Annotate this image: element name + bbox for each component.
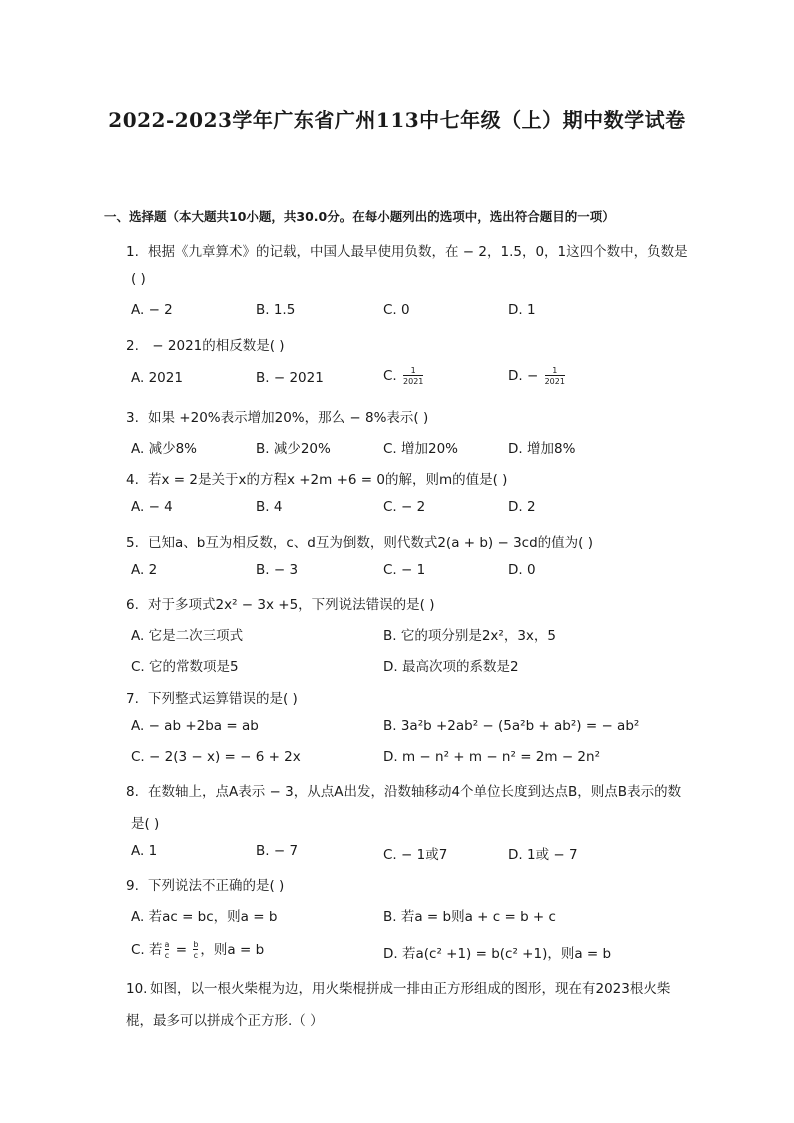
question-stem: 如果 +20%表示增加20%，那么 − 8%表示( ) bbox=[148, 410, 429, 426]
option-b[interactable]: B. 3a²b +2ab² − (5a²b + ab²) = − ab² bbox=[383, 718, 640, 734]
question-number: 7. bbox=[126, 691, 139, 707]
option-b[interactable]: B. − 2021 bbox=[256, 370, 324, 386]
option-c[interactable]: C. − 1 bbox=[383, 562, 426, 578]
section-heading: 一、选择题（本大题共10小题，共30.0分。在每小题列出的选项中，选出符合题目的一项） bbox=[104, 209, 615, 224]
numerator: b bbox=[193, 940, 199, 949]
denominator: 2021 bbox=[544, 377, 565, 386]
question-8-continuation: 是( ) bbox=[131, 816, 160, 832]
option-d[interactable]: D. 1或 − 7 bbox=[508, 847, 578, 863]
option-label: C. 若 bbox=[131, 942, 163, 958]
option-d[interactable]: D. 若a(c² +1) = b(c² +1)，则a = b bbox=[383, 946, 612, 962]
option-c[interactable]: C. 增加20% bbox=[383, 441, 459, 457]
option-b[interactable]: B. − 3 bbox=[256, 562, 299, 578]
option-a[interactable]: A. 若ac = bc，则a = b bbox=[131, 909, 278, 925]
option-c[interactable]: C. − 1或7 bbox=[383, 847, 448, 863]
option-a[interactable]: A. − ab +2ba = ab bbox=[131, 718, 259, 734]
question-number: 6. bbox=[126, 597, 139, 613]
question-5 bbox=[126, 531, 593, 551]
option-a[interactable]: A. 减少8% bbox=[131, 441, 197, 457]
option-label: C. bbox=[383, 368, 397, 384]
option-b[interactable]: B. − 7 bbox=[256, 843, 299, 859]
question-number: 8. bbox=[126, 784, 139, 800]
question-stem: 下列说法不正确的是( ) bbox=[148, 878, 285, 894]
question-number: 4. bbox=[126, 472, 139, 488]
option-tail: ，则a = b bbox=[200, 942, 265, 958]
question-stem: 下列整式运算错误的是( ) bbox=[148, 691, 298, 707]
fraction bbox=[403, 366, 423, 386]
question-6 bbox=[126, 593, 434, 613]
equals-sign: = bbox=[171, 942, 192, 958]
question-4 bbox=[126, 468, 507, 488]
option-d[interactable]: D. 最高次项的系数是2 bbox=[383, 659, 519, 675]
question-9 bbox=[126, 874, 284, 894]
question-stem: − 2021的相反数是( ) bbox=[148, 338, 285, 354]
fraction bbox=[165, 940, 170, 960]
numerator: 1 bbox=[552, 366, 558, 375]
question-1 bbox=[126, 240, 688, 260]
question-stem: 若x = 2是关于x的方程x +2m +6 = 0的解，则m的值是( ) bbox=[148, 472, 508, 488]
option-d[interactable]: D. 0 bbox=[508, 562, 536, 578]
option-c[interactable] bbox=[383, 366, 425, 386]
option-a[interactable]: A. 2 bbox=[131, 562, 158, 578]
question-number: 9. bbox=[126, 878, 139, 894]
question-10 bbox=[126, 977, 670, 997]
option-b[interactable]: B. 它的项分别是2x²，3x，5 bbox=[383, 628, 557, 644]
question-stem: 在数轴上，点A表示 − 3，从点A出发，沿数轴移动4个单位长度到达点B，则点B表示的数 bbox=[148, 784, 682, 800]
option-d[interactable]: D. 增加8% bbox=[508, 441, 576, 457]
fraction bbox=[545, 366, 565, 386]
option-a[interactable]: A. − 2 bbox=[131, 302, 173, 318]
option-a[interactable]: A. 它是二次三项式 bbox=[131, 628, 244, 644]
question-number: 3. bbox=[126, 410, 139, 426]
option-b[interactable]: B. 4 bbox=[256, 499, 283, 515]
question-stem: 对于多项式2x² − 3x +5，下列说法错误的是( ) bbox=[148, 597, 435, 613]
question-stem: 根据《九章算术》的记载，中国人最早使用负数，在 − 2，1.5，0，1这四个数中，负数是 bbox=[148, 244, 688, 260]
option-c[interactable]: C. − 2(3 − x) = − 6 + 2x bbox=[131, 749, 301, 765]
option-a[interactable]: A. − 4 bbox=[131, 499, 173, 515]
option-b[interactable]: B. 1.5 bbox=[256, 302, 296, 318]
question-number: 2. bbox=[126, 338, 139, 354]
question-stem: 如图，以一根火柴棍为边，用火柴棍拼成一排由正方形组成的图形，现在有2023根火柴 bbox=[150, 981, 671, 997]
option-a[interactable]: A. 2021 bbox=[131, 370, 183, 386]
option-c[interactable]: C. − 2 bbox=[383, 499, 426, 515]
option-d[interactable]: D. m − n² + m − n² = 2m − 2n² bbox=[383, 749, 600, 765]
fraction bbox=[193, 940, 198, 960]
numerator: 1 bbox=[410, 366, 416, 375]
option-b[interactable]: B. 减少20% bbox=[256, 441, 331, 457]
question-stem: 已知a、b互为相反数，c、d互为倒数，则代数式2(a + b) − 3cd的值为( ) bbox=[148, 535, 593, 551]
question-8 bbox=[126, 780, 681, 800]
denominator: c bbox=[164, 951, 170, 960]
question-2 bbox=[126, 334, 285, 354]
option-a[interactable]: A. 1 bbox=[131, 843, 158, 859]
question-3 bbox=[126, 406, 428, 426]
question-7 bbox=[126, 687, 298, 707]
option-c[interactable] bbox=[131, 938, 264, 960]
option-d[interactable]: D. 1 bbox=[508, 302, 536, 318]
option-label: D. − bbox=[508, 368, 539, 384]
question-10-continuation: 棍，最多可以拼成个正方形.（ ） bbox=[126, 1013, 324, 1029]
question-1-continuation: ( ) bbox=[131, 271, 146, 287]
option-c[interactable]: C. 它的常数项是5 bbox=[131, 659, 239, 675]
denominator: 2021 bbox=[403, 377, 424, 386]
question-number: 10. bbox=[126, 981, 148, 997]
option-d[interactable]: D. 2 bbox=[508, 499, 536, 515]
option-b[interactable]: B. 若a = b则a + c = b + c bbox=[383, 909, 556, 925]
page-title: 2022-2023学年广东省广州113中七年级（上）期中数学试卷 bbox=[108, 108, 686, 132]
option-d[interactable] bbox=[508, 366, 567, 386]
question-number: 5. bbox=[126, 535, 139, 551]
numerator: a bbox=[164, 940, 170, 949]
question-number: 1. bbox=[126, 244, 139, 260]
option-c[interactable]: C. 0 bbox=[383, 302, 410, 318]
denominator: c bbox=[193, 951, 199, 960]
